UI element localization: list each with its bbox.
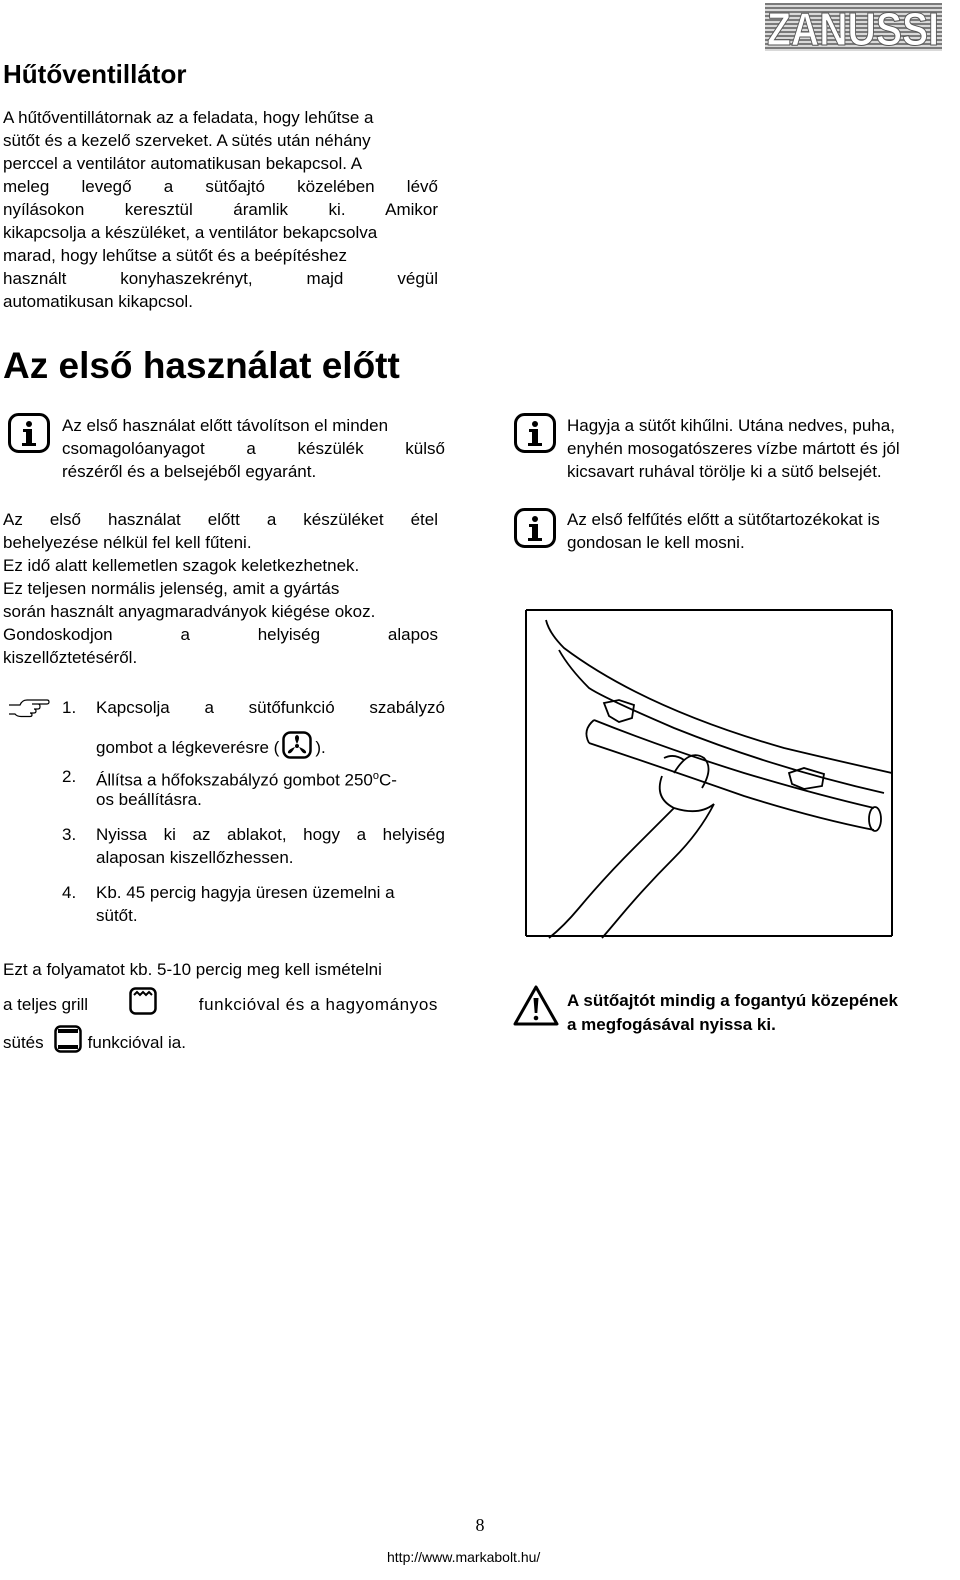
conventional-heating-icon xyxy=(54,1025,82,1059)
info-wash-accessories: Az első felfűtés előtt a sütőtartozékokat is gondosan le kell mosni. xyxy=(567,510,880,552)
pointing-hand-icon xyxy=(8,697,50,722)
step-4: 4. Kb. 45 percig hagyja üresen üzemelni a sütőt. xyxy=(62,883,395,925)
info-icon xyxy=(514,508,556,553)
cooling-fan-paragraph: A hűtőventillátornak az a feladata, hogy lehűtse a sütőt és a kezelő szerveket. A sütés után néhány perccel a ventilátor automatikusan bekapcsol. A meleg levegő a sütőajtó közelében lévő nyílásokon keresztül áramlik ki. Amikor kikapcsolja a készüléket, a ventilátor bekapcsolva marad, hogy lehűtse a sütőt és a beépítéshez használt konyhaszekrényt, majd végül automatikusan kikapcsol. xyxy=(3,108,438,311)
step-3: 3. Nyissa ki az ablakot, hogy a helyiség alaposan kiszellőzhessen. xyxy=(62,825,445,867)
info-let-cool-clean: Hagyja a sütőt kihűlni. Utána nedves, puha, enyhén mosogatószeres vízbe mártott és jól kicsavart ruhával törölje ki a sütő belsejét. xyxy=(567,416,900,481)
page-number: 8 xyxy=(475,1515,485,1535)
full-grill-icon xyxy=(129,987,157,1021)
zanussi-logo xyxy=(765,3,942,55)
step-2: 2. Állítsa a hőfokszabályzó gombot 250$^o$C- os beállításra. xyxy=(62,767,397,809)
info-icon xyxy=(8,413,50,458)
svg-text:ZANUSSI: ZANUSSI xyxy=(767,3,939,55)
footer-url: http://www.markabolt.hu/ xyxy=(387,1549,541,1565)
preheat-paragraph: Az első használat előtt a készüléket étel behelyezése nélkül fel kell fűteni. Ez idő alatt kellemetlen szagok keletkezhetnek. Ez teljesen normális jelenség, amit a gyártás során használt anyagmaradványok kiégése okoz. Gondoskodjon a helyiség alapos kiszellőztetéséről. xyxy=(3,510,438,667)
warning-open-door: A sütőajtót mindig a fogantyú közepének a megfogásával nyissa ki. xyxy=(567,991,898,1034)
steps-list xyxy=(62,696,447,931)
info-icon xyxy=(514,413,556,458)
fan-function-icon xyxy=(282,731,312,765)
step-1: 1. Kapcsolja a sütőfunkció szabályzó gombot a légkeverésre ( ). xyxy=(62,696,447,754)
section-title-before-first-use: Az első használat előtt xyxy=(3,345,400,386)
warning-icon xyxy=(512,984,560,1033)
info-remove-packaging: Az első használat előtt távolítson el minden csomagolóanyagot a készülék külső részéről és a belsejéből egyaránt. xyxy=(62,416,445,481)
oven-door-handle-illustration xyxy=(524,608,894,943)
section-title-cooling-fan: Hűtőventillátor xyxy=(3,59,187,89)
repeat-paragraph: Ezt a folyamatot kb. 5-10 percig meg kell ismételni a teljes grill funkcióval és a hagyományos sütés funkcióval ia. xyxy=(3,958,438,1059)
